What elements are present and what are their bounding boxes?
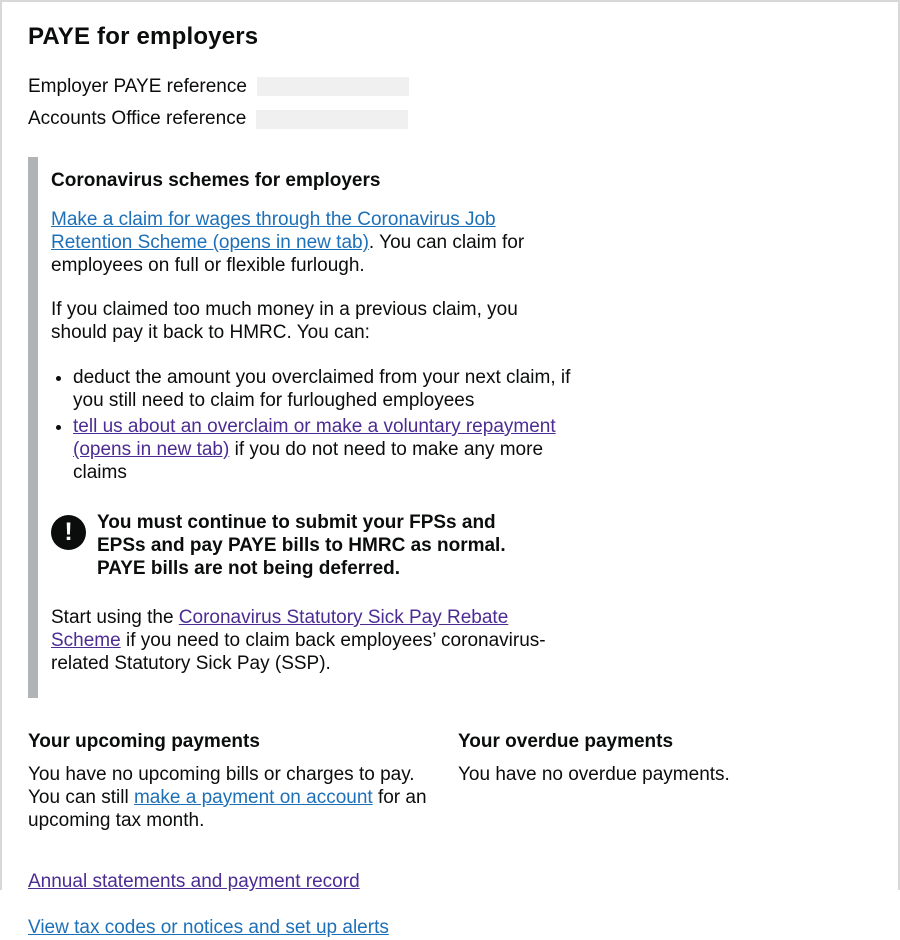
accounts-office-reference-value-redacted bbox=[256, 110, 408, 129]
list-item bbox=[73, 415, 573, 485]
ssp-rebate-scheme-link[interactable]: Coronavirus Statutory Sick Pay Rebate Scheme bbox=[51, 607, 509, 652]
tax-codes-alerts-link[interactable]: View tax codes or notices and set up alerts bbox=[28, 917, 389, 939]
upcoming-payments-column bbox=[28, 730, 458, 833]
overclaim-repayment-rest: if you do not need to make any more claims bbox=[73, 439, 544, 484]
deduct-overclaim-text: deduct the amount you overclaimed from your next claim, if you still need to claim for furloughed employees bbox=[73, 366, 571, 411]
overdue-payments-text: You have no overdue payments. bbox=[458, 763, 730, 785]
job-retention-paragraph-rest: . You can claim for employees on full or flexible furlough. bbox=[51, 231, 525, 277]
overclaim-options-list bbox=[51, 366, 573, 485]
employer-paye-reference-label: Employer PAYE reference bbox=[28, 76, 247, 98]
employer-paye-reference-value-redacted bbox=[257, 77, 409, 96]
upcoming-before-link: You have no upcoming bills or charges to pay. You can still bbox=[28, 763, 415, 808]
job-retention-paragraph bbox=[51, 208, 573, 278]
annual-statements-link[interactable]: Annual statements and payment record bbox=[28, 871, 360, 893]
ssp-after-text: if you need to claim back employees’ coronavirus-related Statutory Sick Pay (SSP). bbox=[51, 630, 546, 675]
payments-section bbox=[28, 730, 868, 833]
page-title: PAYE for employers bbox=[28, 23, 259, 50]
exclamation-icon: ! bbox=[51, 515, 86, 550]
coronavirus-schemes-panel bbox=[28, 157, 573, 698]
overclaim-intro-paragraph: If you claimed too much money in a previous claim, you should pay it back to HMRC. You can: bbox=[51, 299, 518, 344]
employer-paye-reference-row bbox=[28, 75, 868, 98]
ssp-paragraph bbox=[51, 606, 573, 676]
overclaim-repayment-link[interactable]: tell us about an overclaim or make a voluntary repayment (opens in new tab) bbox=[73, 415, 556, 461]
payment-on-account-link[interactable]: make a payment on account bbox=[133, 786, 373, 808]
overdue-payments-column bbox=[458, 730, 868, 833]
ssp-before-text: Start using the bbox=[51, 607, 179, 629]
upcoming-payments-text bbox=[28, 763, 434, 833]
upcoming-payments-heading: Your upcoming payments bbox=[28, 730, 260, 752]
warning-text: You must continue to submit your FPSs and EPSs and pay PAYE bills to HMRC as normal. PAYE bills are not being deferred. bbox=[97, 511, 506, 579]
tax-codes-row bbox=[28, 916, 868, 939]
coronavirus-panel-heading: Coronavirus schemes for employers bbox=[51, 169, 381, 191]
accounts-office-reference-label: Accounts Office reference bbox=[28, 108, 247, 130]
list-item bbox=[73, 366, 573, 412]
job-retention-scheme-link[interactable]: Make a claim for wages through the Coronavirus Job Retention Scheme (opens in new tab) bbox=[51, 208, 496, 253]
warning-notice bbox=[51, 511, 573, 581]
accounts-office-reference-row bbox=[28, 107, 868, 130]
overdue-payments-heading: Your overdue payments bbox=[458, 730, 674, 752]
annual-statements-row bbox=[28, 870, 868, 893]
upcoming-after-link: for an upcoming tax month. bbox=[28, 786, 427, 832]
